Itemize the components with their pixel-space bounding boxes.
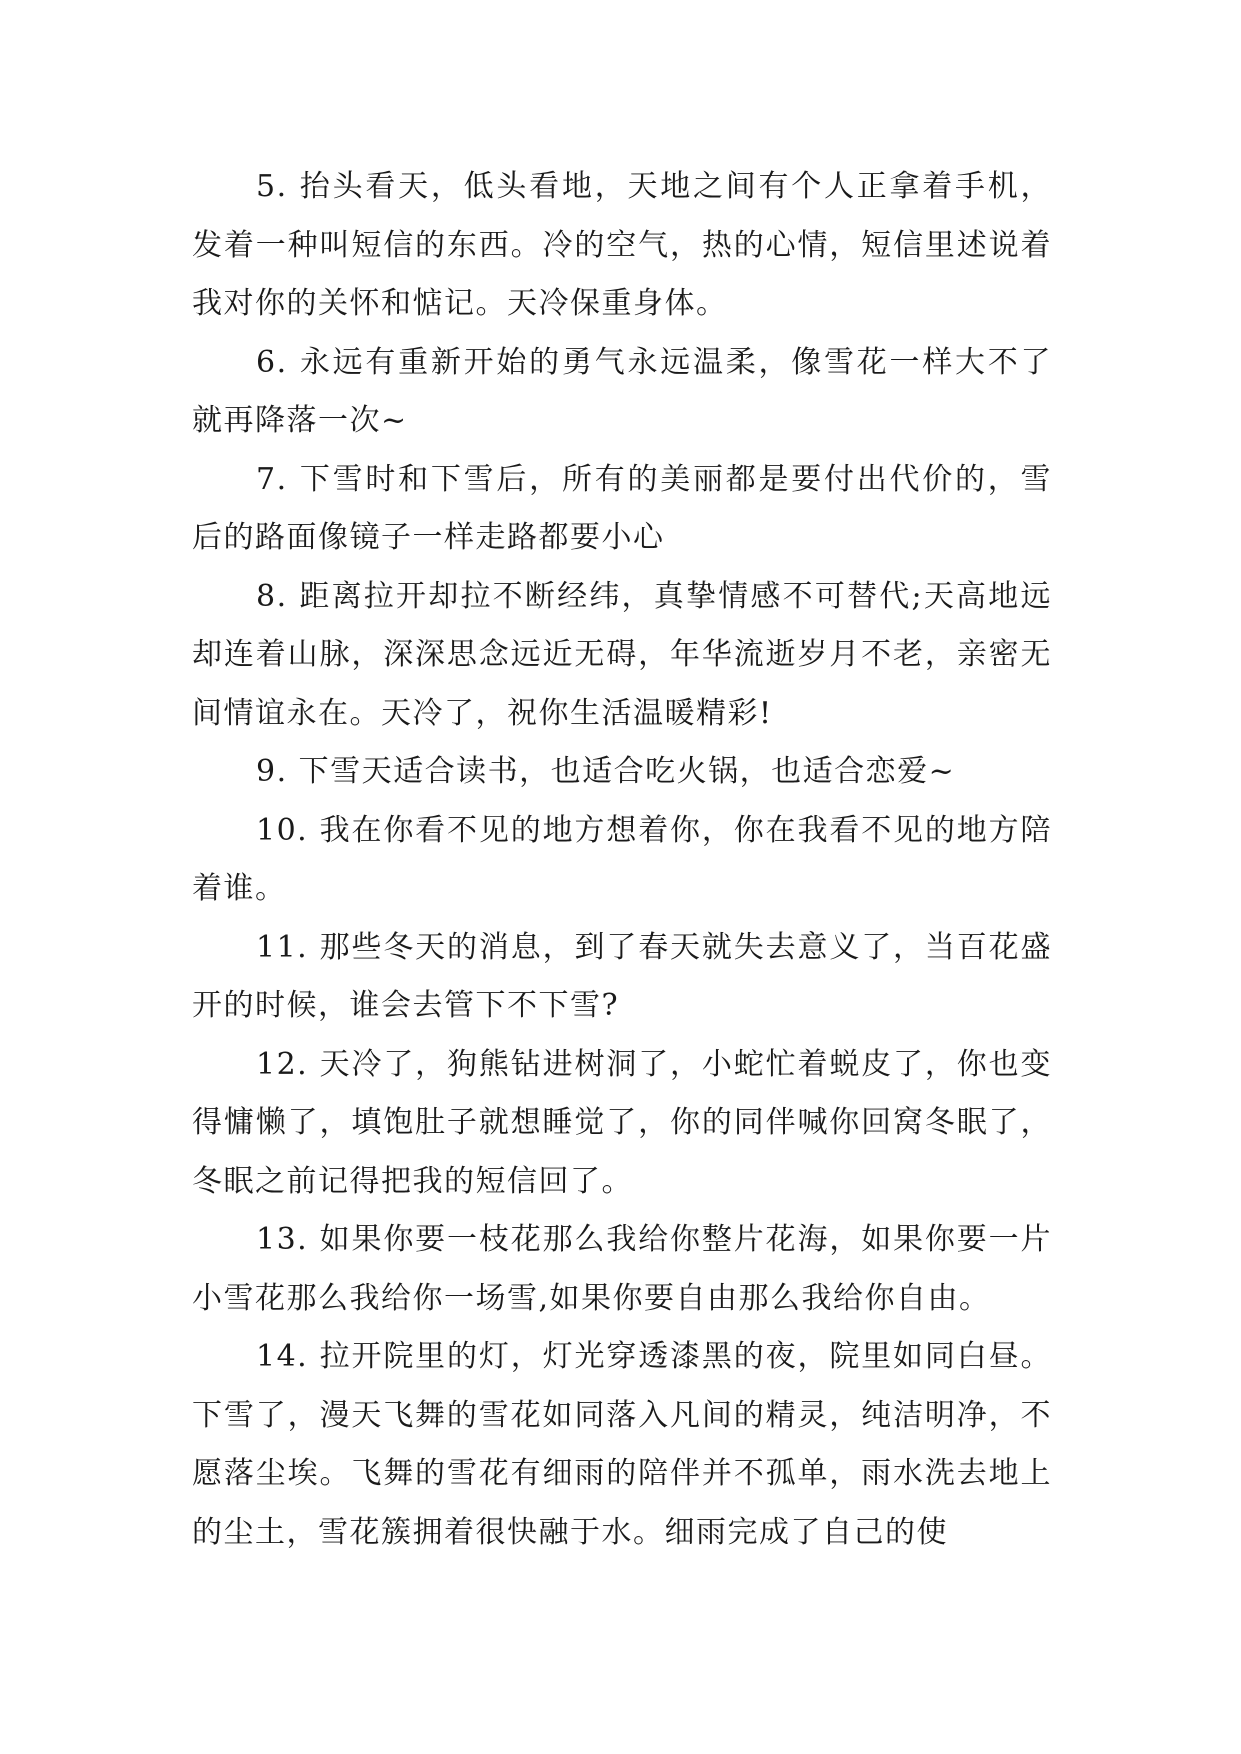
paragraph-11: 11. 那些冬天的消息，到了春天就失去意义了，当百花盛开的时候，谁会去管下不下雪? (192, 929, 1052, 1023)
paragraph-6: 6. 永远有重新开始的勇气永远温柔，像雪花一样大不了就再降落一次~ (192, 344, 1052, 438)
paragraph-13: 13. 如果你要一枝花那么我给你整片花海，如果你要一片小雪花那么我给你一场雪,如果你要自由那么我给你自由。 (192, 1222, 1052, 1316)
paragraph-14: 14. 拉开院里的灯，灯光穿透漆黑的夜，院里如同白昼。下雪了，漫天飞舞的雪花如同落入凡间的精灵，纯洁明净，不愿落尘埃。飞舞的雪花有细雨的陪伴并不孤单，雨水洗去地上的尘土，雪花簇拥着很快融于水。细雨完成了自己的使 (192, 1339, 1052, 1550)
document-body (192, 158, 1052, 1562)
paragraph-9: 9. 下雪天适合读书，也适合吃火锅，也适合恋爱~ (256, 754, 956, 789)
paragraph-8: 8. 距离拉开却拉不断经纬，真挚情感不可替代;天高地远却连着山脉，深深思念远近无碍，年华流逝岁月不老，亲密无间情谊永在。天冷了，祝你生活温暖精彩! (192, 578, 1052, 731)
paragraph-5: 5. 抬头看天，低头看地，天地之间有个人正拿着手机，发着一种叫短信的东西。冷的空气，热的心情，短信里述说着我对你的关怀和惦记。天冷保重身体。 (192, 169, 1052, 321)
paragraph-7: 7. 下雪时和下雪后，所有的美丽都是要付出代价的，雪后的路面像镜子一样走路都要小心 (192, 461, 1052, 555)
paragraph-10: 10. 我在你看不见的地方想着你，你在我看不见的地方陪着谁。 (192, 812, 1052, 906)
paragraph-12: 12. 天冷了，狗熊钻进树洞了，小蛇忙着蜕皮了，你也变得慵懒了，填饱肚子就想睡觉了，你的同伴喊你回窝冬眠了，冬眠之前记得把我的短信回了。 (192, 1046, 1052, 1199)
